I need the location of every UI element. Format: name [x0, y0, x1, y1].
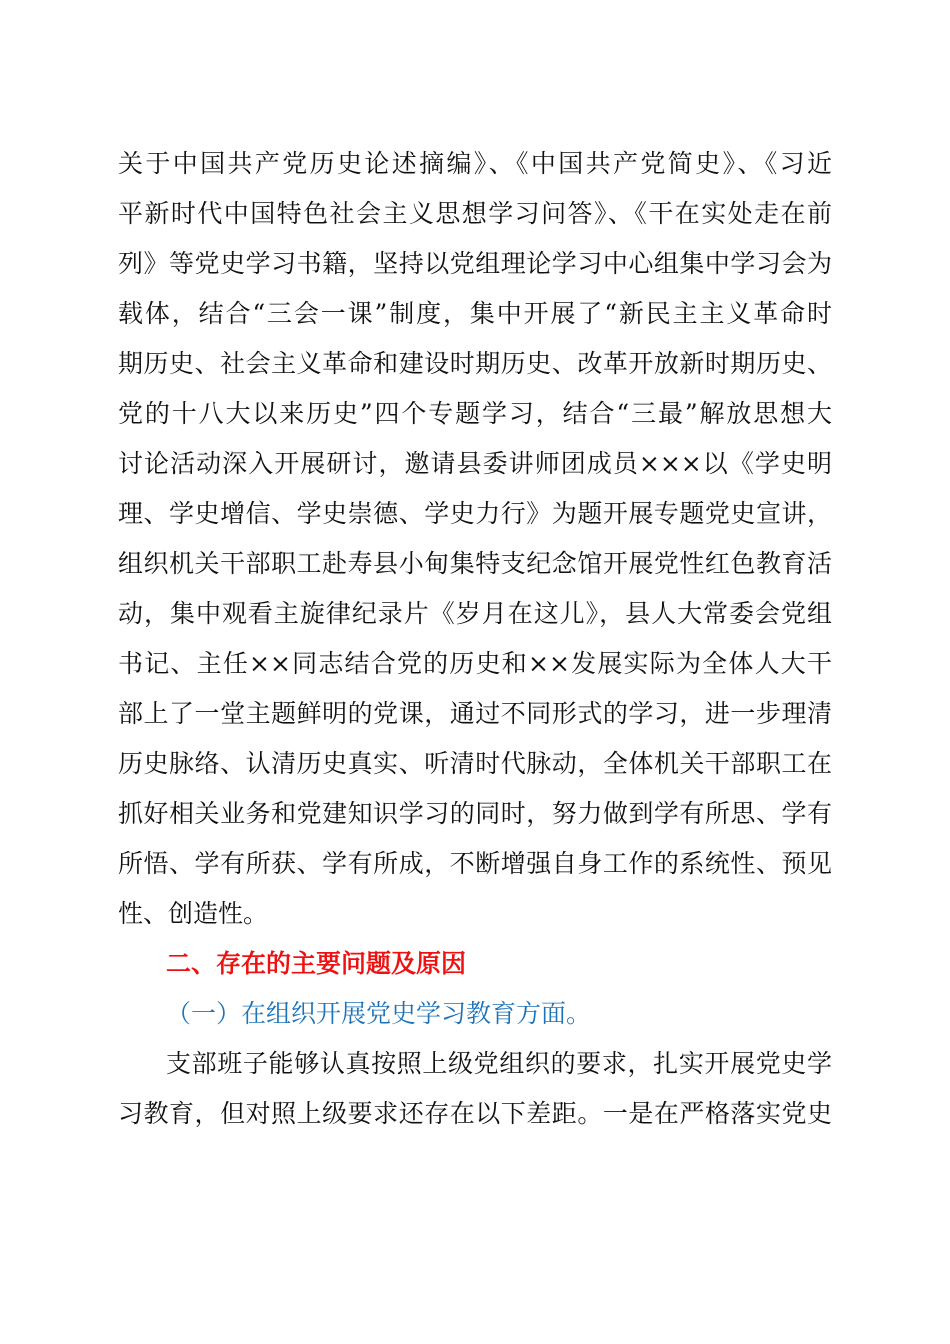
body-text-line: 平新时代中国特色社会主义思想学习问答》、《干在实处走在前 — [118, 199, 832, 228]
section-heading: 二、存在的主要问题及原因 — [166, 949, 467, 978]
body-text-line: 书记、主任××同志结合党的历史和××发展实际为全体人大干 — [118, 649, 832, 678]
body-text-line: 历史脉络、认清历史真实、听清时代脉动，全体机关干部职工在 — [118, 749, 832, 778]
body-text-line: 支部班子能够认真按照上级党组织的要求，扎实开展党史学 — [166, 1049, 832, 1078]
body-text-line: 抓好相关业务和党建知识学习的同时，努力做到学有所思、学有 — [118, 799, 832, 828]
body-text-line: 关于中国共产党历史论述摘编》、《中国共产党简史》、《习近 — [118, 149, 832, 178]
body-text-line: 动，集中观看主旋律纪录片《岁月在这儿》，县人大常委会党组 — [118, 599, 832, 628]
subsection-heading: （一）在组织开展党史学习教育方面。 — [166, 999, 592, 1028]
body-text-line: 理、学史增信、学史崇德、学史力行》为题开展专题党史宣讲， — [118, 499, 832, 528]
body-text-line: 所悟、学有所获、学有所成，不断增强自身工作的系统性、预见 — [118, 849, 832, 878]
body-text-line: 性、创造性。 — [118, 899, 269, 928]
body-text-line: 期历史、社会主义革命和建设时期历史、改革开放新时期历史、 — [118, 349, 832, 378]
body-text-line: 习教育，但对照上级要求还存在以下差距。一是在严格落实党史 — [118, 1099, 832, 1128]
body-text-line: 讨论活动深入开展研讨，邀请县委讲师团成员×××以《学史明 — [118, 449, 832, 478]
body-text-line: 列》等党史学习书籍，坚持以党组理论学习中心组集中学习会为 — [118, 249, 832, 278]
body-text-line: 部上了一堂主题鲜明的党课，通过不同形式的学习，进一步理清 — [118, 699, 832, 728]
body-text-line: 党的十八大以来历史”四个专题学习，结合“三最”解放思想大 — [118, 399, 832, 428]
body-text-line: 载体，结合“三会一课”制度，集中开展了“新民主主义革命时 — [118, 299, 832, 328]
body-text-line: 组织机关干部职工赴寿县小甸集特支纪念馆开展党性红色教育活 — [118, 549, 832, 578]
